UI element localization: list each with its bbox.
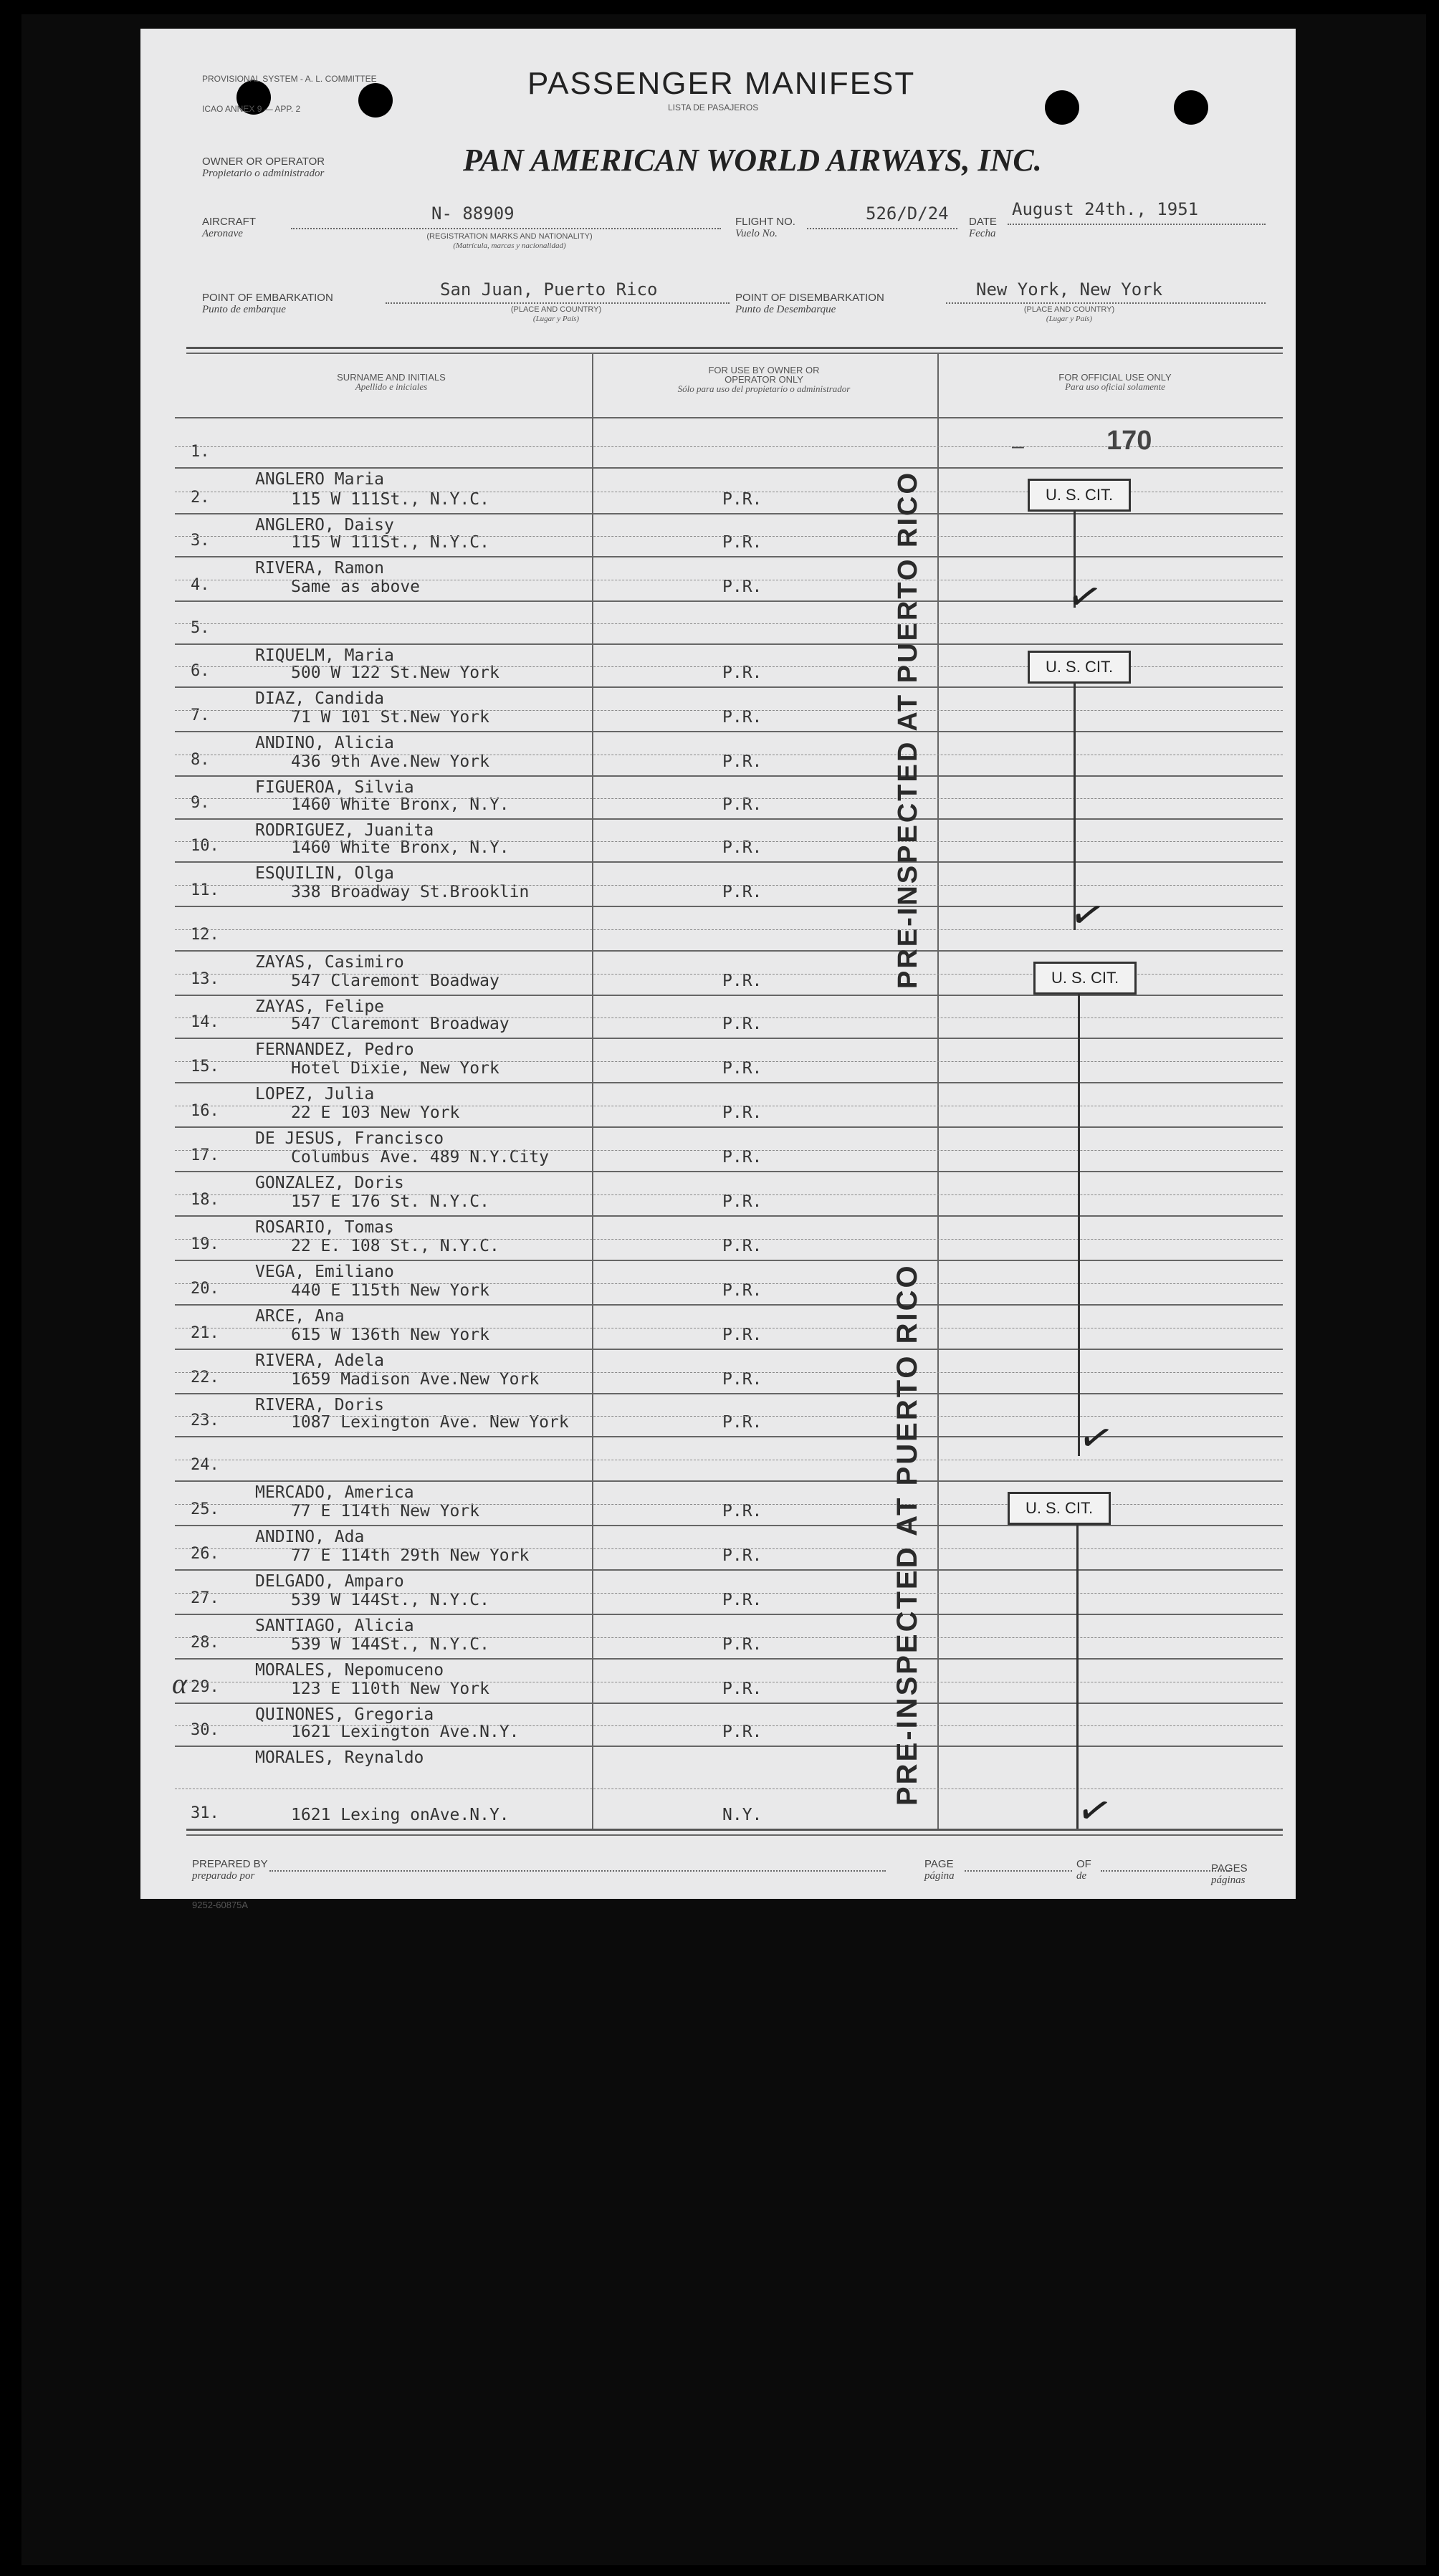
passenger-address: 1087 Lexington Ave. New York (291, 1413, 569, 1432)
passenger-name: RIQUELM, Maria (255, 646, 394, 665)
row-divider-dotted (175, 623, 1283, 624)
row-divider (175, 775, 1283, 777)
passenger-code: P.R. (722, 1591, 762, 1609)
passenger-name: QUINONES, Gregoria (255, 1705, 434, 1724)
official-number: 170 (1106, 426, 1152, 456)
passenger-address: 22 E. 108 St., N.Y.C. (291, 1237, 499, 1255)
passenger-code: P.R. (722, 708, 762, 727)
row-number: 1. (191, 443, 210, 461)
date-value: August 24th., 1951 (1012, 199, 1199, 219)
row-divider (175, 1614, 1283, 1615)
passenger-address: 115 W 111St., N.Y.C. (291, 533, 489, 552)
system-label: PROVISIONAL SYSTEM - A. L. COMMITTEE (202, 74, 377, 84)
passenger-code: N.Y. (722, 1806, 762, 1824)
passenger-name: FERNANDEZ, Pedro (255, 1040, 414, 1059)
row-divider-dotted (175, 1239, 1283, 1240)
row-divider-dotted (175, 1194, 1283, 1195)
col-owner-header: FOR USE BY OWNER OR OPERATOR ONLY Sólo para uso del propietario o administrador (677, 365, 851, 394)
passenger-address: 440 E 115th New York (291, 1281, 489, 1300)
row-divider-dotted (175, 841, 1283, 842)
owner-label: OWNER OR OPERATOR Propietario o administrador (202, 155, 325, 179)
preinspected-stamp: PRE-INSPECTED AT PUERTO RICO (891, 1263, 923, 1806)
passenger-name: RODRIGUEZ, Juanita (255, 821, 434, 840)
aircraft-label: AIRCRAFT Aeronave (202, 216, 256, 239)
page-label: PAGE página (924, 1858, 955, 1882)
col-surname-header: SURNAME AND INITIALS Apellido e iniciales (337, 372, 446, 392)
row-divider-dotted (175, 1416, 1283, 1417)
date-label: DATE Fecha (969, 216, 997, 239)
icao-label: ICAO ANNEX 9 — APP. 2 (202, 104, 301, 114)
row-divider (175, 643, 1283, 645)
passenger-address: Same as above (291, 578, 421, 596)
row-number: 19. (191, 1235, 219, 1253)
row-number: 24. (191, 1456, 219, 1474)
passenger-address: 1621 Lexington Ave.N.Y. (291, 1723, 520, 1741)
passenger-address: 500 W 122 St.New York (291, 664, 499, 682)
row-divider-dotted (175, 1548, 1283, 1549)
passenger-code: P.R. (722, 1103, 762, 1122)
passenger-address: 1460 White Bronx, N.Y. (291, 795, 510, 814)
passenger-address: 22 E 103 New York (291, 1103, 460, 1122)
passenger-address: 539 W 144St., N.Y.C. (291, 1635, 489, 1654)
row-number: 26. (191, 1545, 219, 1563)
row-divider-dotted (175, 929, 1283, 930)
passenger-code: P.R. (722, 752, 762, 771)
row-divider (175, 686, 1283, 688)
passenger-code: P.R. (722, 664, 762, 682)
row-divider (175, 1126, 1283, 1128)
punch-hole (358, 83, 393, 118)
passenger-name: LOPEZ, Julia (255, 1085, 375, 1103)
row-divider-dotted (175, 798, 1283, 799)
row-number: 13. (191, 970, 219, 988)
passenger-name: RIVERA, Adela (255, 1351, 385, 1370)
row-number: 15. (191, 1058, 219, 1076)
row-divider (175, 1658, 1283, 1660)
row-number: 10. (191, 837, 219, 855)
row-divider (175, 1215, 1283, 1217)
passenger-name: ARCE, Ana (255, 1307, 345, 1326)
of-label: OF de (1076, 1858, 1091, 1882)
row-divider (175, 1746, 1283, 1747)
passenger-code: P.R. (722, 490, 762, 509)
row-number: 21. (191, 1324, 219, 1342)
row-divider (175, 467, 1283, 469)
passenger-code: P.R. (722, 795, 762, 814)
col-official-header: FOR OFFICIAL USE ONLY Para uso oficial solamente (1058, 372, 1172, 392)
row-number: 14. (191, 1013, 219, 1031)
row-number: 29. (191, 1678, 219, 1696)
disembark-sub: (PLACE AND COUNTRY) (Lugar y País) (1023, 305, 1115, 323)
row-divider (175, 861, 1283, 863)
embark-sub: (PLACE AND COUNTRY) (Lugar y País) (510, 305, 602, 323)
row-number: 5. (191, 619, 210, 637)
check-mark: ✓ (1072, 1784, 1117, 1837)
passenger-name: ESQUILIN, Olga (255, 864, 394, 883)
flight-label: FLIGHT NO. Vuelo No. (735, 216, 795, 239)
passenger-code: P.R. (722, 578, 762, 596)
row-divider (175, 556, 1283, 557)
check-mark: ✓ (1074, 1412, 1119, 1465)
passenger-address: 157 E 176 St. N.Y.C. (291, 1192, 489, 1211)
flight-value: 526/D/24 (866, 204, 949, 224)
us-cit-stamp: U. S. CIT. (1028, 479, 1131, 512)
row-number: 22. (191, 1369, 219, 1387)
row-divider (175, 1260, 1283, 1261)
passenger-code: P.R. (722, 1237, 762, 1255)
passenger-name: DE JESUS, Francisco (255, 1129, 444, 1148)
passenger-address: 436 9th Ave.New York (291, 752, 489, 771)
passenger-code: P.R. (722, 838, 762, 857)
row-number: 6. (191, 662, 210, 680)
passenger-code: P.R. (722, 1502, 762, 1521)
row-number: 23. (191, 1412, 219, 1430)
row-number: 2. (191, 489, 210, 507)
row-number: 12. (191, 926, 219, 944)
us-cit-stamp: U. S. CIT. (1008, 1492, 1111, 1525)
passenger-name: MORALES, Nepomuceno (255, 1661, 444, 1680)
official-dash: — (1012, 434, 1024, 458)
row-number: 25. (191, 1500, 219, 1518)
row-divider (175, 600, 1283, 602)
passenger-code: P.R. (722, 1546, 762, 1565)
row-number: 18. (191, 1191, 219, 1209)
passenger-code: P.R. (722, 883, 762, 901)
row-divider (175, 1480, 1283, 1482)
row-number: 16. (191, 1102, 219, 1120)
passenger-code: P.R. (722, 1413, 762, 1432)
row-divider-dotted (175, 710, 1283, 711)
row-divider (175, 1171, 1283, 1172)
passenger-name: ANDINO, Ada (255, 1528, 365, 1546)
passenger-name: GONZALEZ, Doris (255, 1174, 404, 1192)
row-divider-dotted (175, 1504, 1283, 1505)
us-cit-stamp: U. S. CIT. (1033, 962, 1137, 995)
row-divider (175, 906, 1283, 907)
row-divider (175, 1525, 1283, 1526)
row-number: 9. (191, 794, 210, 812)
row-divider-dotted (175, 1637, 1283, 1638)
row-divider (175, 818, 1283, 820)
passenger-code: P.R. (722, 1370, 762, 1389)
row-number: 28. (191, 1634, 219, 1652)
passenger-name: FIGUEROA, Silvia (255, 778, 414, 797)
pages-label: PAGES páginas (1211, 1862, 1248, 1886)
row-number: 4. (191, 576, 210, 594)
form-number: 9252-60875A (192, 1900, 249, 1910)
row-divider (175, 1082, 1283, 1083)
row-divider (175, 1349, 1283, 1350)
punch-hole (1045, 90, 1079, 125)
row-divider-dotted (175, 536, 1283, 537)
passenger-name: ZAYAS, Casimiro (255, 953, 404, 972)
passenger-name: DELGADO, Amparo (255, 1572, 404, 1591)
punch-hole (1174, 90, 1208, 125)
passenger-code: P.R. (722, 1635, 762, 1654)
disembark-label: POINT OF DISEMBARKATION Punto de Desembarque (735, 292, 884, 315)
passenger-code: P.R. (722, 1326, 762, 1344)
passenger-address: Columbus Ave. 489 N.Y.City (291, 1148, 550, 1167)
aircraft-sub: (REGISTRATION MARKS AND NATIONALITY) (Matrícula, marcas y nacionalidad) (426, 232, 593, 250)
row-divider-dotted (175, 1372, 1283, 1373)
row-divider-dotted (175, 1283, 1283, 1284)
passenger-name: MERCADO, America (255, 1483, 414, 1502)
passenger-address: 115 W 111St., N.Y.C. (291, 490, 489, 509)
row-divider (175, 1569, 1283, 1571)
passenger-address: 547 Claremont Broadway (291, 1015, 510, 1033)
passenger-name: SANTIAGO, Alicia (255, 1617, 414, 1635)
manifest-document (140, 29, 1296, 1910)
passenger-code: P.R. (722, 972, 762, 990)
row-divider (175, 1038, 1283, 1039)
row-divider-dotted (175, 1150, 1283, 1151)
row-divider-dotted (175, 1061, 1283, 1062)
row-number: 30. (191, 1721, 219, 1739)
row-divider (175, 1436, 1283, 1437)
row-divider (175, 731, 1283, 732)
passenger-name: DIAZ, Candida (255, 689, 385, 708)
prepared-label: PREPARED BY preparado por (192, 1858, 268, 1882)
page-subtitle: LISTA DE PASAJEROS (668, 102, 759, 112)
aircraft-value: N- 88909 (431, 204, 515, 224)
passenger-address: 547 Claremont Boadway (291, 972, 499, 990)
passenger-code: P.R. (722, 533, 762, 552)
passenger-address: 123 E 110th New York (291, 1680, 489, 1698)
row-divider-dotted (175, 1593, 1283, 1594)
row-number: 20. (191, 1280, 219, 1298)
owner-value: PAN AMERICAN WORLD AIRWAYS, INC. (463, 143, 1042, 178)
row-number: 3. (191, 532, 210, 550)
passenger-address: 1621 Lexing onAve.N.Y. (291, 1806, 510, 1824)
row-number: 11. (191, 881, 219, 899)
passenger-code: P.R. (722, 1723, 762, 1741)
passenger-name: MORALES, Reynaldo (255, 1748, 424, 1767)
disembark-value: New York, New York (976, 279, 1163, 300)
check-mark: ✓ (1065, 889, 1110, 942)
passenger-address: 1659 Madison Ave.New York (291, 1370, 540, 1389)
us-cit-stamp: U. S. CIT. (1028, 651, 1131, 684)
passenger-code: P.R. (722, 1059, 762, 1078)
passenger-code: P.R. (722, 1680, 762, 1698)
passenger-name: ROSARIO, Tomas (255, 1218, 394, 1237)
passenger-address: 338 Broadway St.Brooklin (291, 883, 530, 901)
passenger-address: 615 W 136th New York (291, 1326, 489, 1344)
embark-value: San Juan, Puerto Rico (440, 279, 658, 300)
passenger-name: VEGA, Emiliano (255, 1263, 394, 1281)
page-title: PASSENGER MANIFEST (527, 66, 916, 101)
row-divider-dotted (175, 1725, 1283, 1726)
check-mark: ✓ (1062, 570, 1107, 623)
row-number: 31. (191, 1804, 219, 1822)
passenger-address: 71 W 101 St.New York (291, 708, 489, 727)
passenger-name: RIVERA, Doris (255, 1396, 385, 1414)
row-number: 7. (191, 707, 210, 724)
passenger-address: 1460 White Bronx, N.Y. (291, 838, 510, 857)
row-number: 27. (191, 1589, 219, 1607)
passenger-name: ZAYAS, Felipe (255, 997, 385, 1016)
preinspected-stamp: PRE-INSPECTED AT PUERTO RICO (893, 470, 923, 989)
margin-mark: α (172, 1667, 187, 1700)
passenger-address: 77 E 114th New York (291, 1502, 480, 1521)
passenger-address: Hotel Dixie, New York (291, 1059, 499, 1078)
passenger-code: P.R. (722, 1015, 762, 1033)
passenger-code: P.R. (722, 1192, 762, 1211)
passenger-name: ANGLERO, Daisy (255, 516, 394, 535)
row-divider (175, 1703, 1283, 1704)
passenger-address: 77 E 114th 29th New York (291, 1546, 530, 1565)
passenger-code: P.R. (722, 1281, 762, 1300)
row-divider (175, 513, 1283, 514)
passenger-name: ANDINO, Alicia (255, 734, 394, 752)
row-divider (175, 1393, 1283, 1394)
embark-label: POINT OF EMBARKATION Punto de embarque (202, 292, 333, 315)
row-number: 8. (191, 751, 210, 769)
row-divider (175, 995, 1283, 996)
row-number: 17. (191, 1146, 219, 1164)
row-divider (175, 950, 1283, 952)
row-divider-dotted (175, 885, 1283, 886)
passenger-address: 539 W 144St., N.Y.C. (291, 1591, 489, 1609)
passenger-code: P.R. (722, 1148, 762, 1167)
passenger-name: ANGLERO Maria (255, 470, 385, 489)
row-divider (175, 1304, 1283, 1306)
passenger-name: RIVERA, Ramon (255, 559, 385, 578)
